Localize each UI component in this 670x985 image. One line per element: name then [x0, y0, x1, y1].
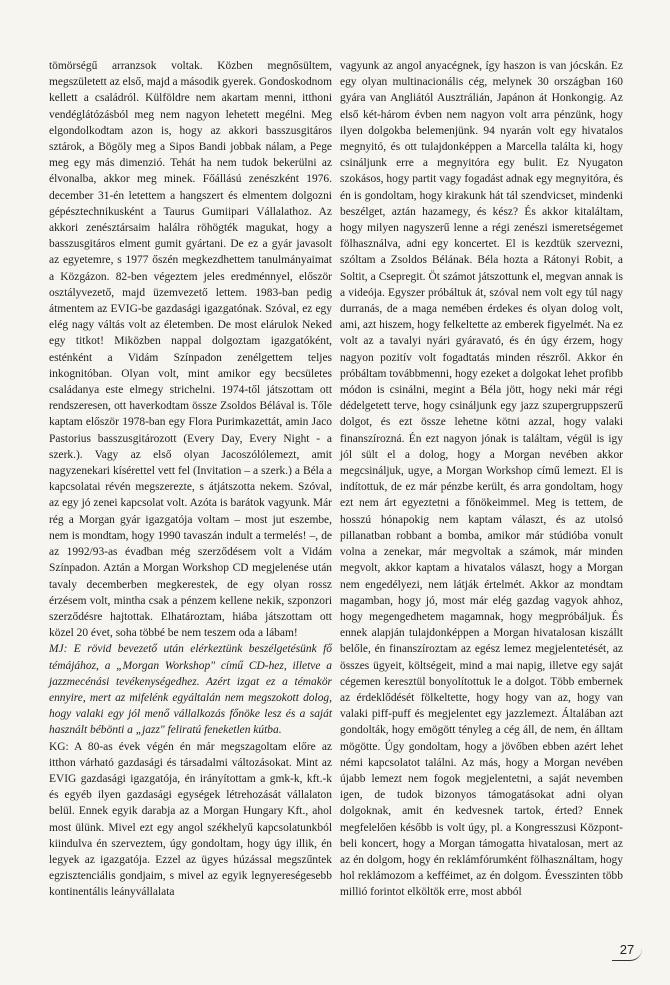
- body-paragraph: tömörségű arranzsok voltak. Közben megnősültem, megszületett az első, majd a második gyerek. Gondoskodnom kellett a családról. Külföldre nem akartam menni, itthoni vendéglátózásból meg nem nagyon lehetett megélni. Meg elgondolkodtam azon is, hogy az akkori basszusgitáros sztárok, a Bögöly meg a Sipos Bandi jobbak nálam, a Pege meg egy más dimenzió. Tehát ha nem tudok bekerülni az élvonalba, akkor meg minek. Főállású zenészként 1976. december 31-én letettem a hangszert és elmentem dolgozni gépésztechnikusként a Taurus Gumiipari Vállalathoz. Az akkori zenésztársaim halálra röhögték magukat, hogy a basszusgitáros elment gumit gyártani. De ez a gyár javasolt az egyetemre, s 1977 őszén megkezdhettem tanulmányaimat a Közgázon. 82-ben végeztem jeles eredménnyel, először osztályvezető, majd üzemvezető lettem. 1983-ban pedig átmentem az EVIG-be gazdasági igazgatónak. Szóval, ez egy elég nagy váltás volt az életemben. De most elárulok Neked egy titkot! Miközben nappal dolgoztam igazgatóként, esténként a Vidám Színpadon zenélgettem teljes inkognitóban. Olyan volt, mint amikor egy becsületes családanya este elmegy strichelni. 1974-től játszottam ott rendszeresen, ott haverkodtam össze Zsoldos Bélával is. Tőle kaptam először 1978-ban egy Flora Purimkazettát, amin Jaco Pastorius basszusgitározott (Every Day, Every Night - a szerk.). Vagy az első olyan Jacoszólólemezt, amit nagyzenekari kísérettel vett fel (Invitation – a szerk.) a Béla a kapcsolatai révén megszerezte, s átjátszotta nekem. Szóval, az egy jó zenei kapcsolat volt. Azóta is barátok vagyunk. Már rég a Morgan gyár igazgatója voltam – most jut eszembe, nem is mondtam, hogy 1990 tavaszán indult a termelés! –, de az 1992/93-as évadban még szerződésem volt a Vidám Színpadon. Aztán a Morgan Workshop CD megjelenése után tavaly decemberben megkerestek, de egy olyan rossz érzésem volt, mintha csak a pénzem kellene nekik, szponzori szerződésre hajtottak. Elhatároztam, hiába játszottam ott közel 20 évet, soha többé be nem teszem oda a lábam!: [49, 60, 333, 640]
- body-paragraph: vagyunk az angol anyacégnek, így haszon is van jócskán. Ez egy olyan multinacionális cég, melynek 30 országban 160 gyára van Angliától Ausztrálián, Japánon át Honkongig. Az első két-három évben nem nagyon volt arra pénzünk, hogy ilyen dolgokba belemenjünk. 94 nyarán volt egy hivatalos megnyitó, és ott tulajdonképpen a Marcella találta ki, hogy csináljunk erre a megnyitóra egy bulit. Ez Nyugaton szokásos, hogy partit vagy fogadást adnak egy megnyitóra, és én is gondoltam, hogy kirakunk hát tál szendvicset, mindenki beszélget, aztán hazamegy, és kész? És akkor kitaláltam, hogy milyen nagyszerű lenne a régi zenészi ismeretségemet fölhasználva, adni egy koncertet. El is kezdtük szervezni, szóltam a Zsoldos Bélának. Béla hozta a Rátonyi Robit, a Soltit, a Csepregit. Öt számot játszottunk el, megvan annak is a videója. Egyszer próbáltuk át, szóval nem volt egy túl nagy durranás, de a maga nemében érdekes és olyan dolog volt, ami, azt hiszem, hogy felkeltette az emberek figyelmét. Na ez volt az a tavalyi nyári gyáravató, és én úgy érzem, hogy nagyon pozitív volt fogadtatás minden részről. Akkor én próbáltam továbbmenni, hogy ezeket a dolgokat lehet profibb módon is csinálni, megint a Béla jött, hogy neki már régi dédelgetett terve, hogy csináljunk egy jazz szupergruppszerű dolgot, és ezt össze lehetne kötni azzal, hogy valaki finanszírozná. Én ezt nagyon jónak is találtam, végül is igy jól sült el a dolog, hogy a Morgan nevében akkor megcsináljuk, ugye, a Morgan Workshop című lemezt. El is indítottuk, de ez már pénzbe került, és arra gondoltam, hogy ezt nem árt egyeztetni a főnökeimmel. Meg is tettem, de hosszú hónapokig nem kaptam választ, és az utolsó pillanatban robbant a bomba, amikor már stúdióba vonult volna a zenekar, már megvoltak a számok, már minden megvolt, akkor kaptam a hivatalos választ, hogy a Morgan nem engedélyezi, nem látják értelmét. Akkor az mondtam magamban, hogy jó, most már elég gazdag vagyok ahhoz, hogy megengedhetem magamnak, hogy megpróbáljuk. És ennek alapján tulajdonképpen a Morgan hivatalosan kiszállt belőle, én finanszíroztam az egész lemez megjelentetését, az összes ügyeit, költségeit, mind a mai napig, illetve egy saját cégemen keresztül bonyolítottuk le a dolgot. Több embernek az érdeklődését fölkeltette, hogy hogy van az, hogy van valaki piff-puff és megjelentet egy jazzlemezt. Általában azt gondolták, hogy emögött tényleg a cég áll, de nem, én álltam mögötte. Úgy gondoltam, hogy a jövőben ebben azért lehet némi kapcsolatot találni. Az más, hogy a Morgan nevében újabb lemezt nem fogok megjelentetni, a saját nevemben igen, de tudok bizonyos támogatásokat adni olyan dolgoknak, amit én kedvesnek tartok, érted? Ennek megfelelően később is volt úgy, pl. a Kongresszusi Központ-beli koncert, hogy a Morgan támogatta hivatalosan, mert az az én dolgom, hogy én reklámfórumként fölhasználtam, hogy hol reklámozom a kefféimet, az én dolgom. Évesszinten több millió forintot elköltök erre, most abból: [340, 60, 623, 899]
- page-number: 27: [612, 938, 642, 961]
- left-text-column: [49, 58, 332, 901]
- right-text-column: [340, 58, 623, 901]
- body-paragraph: KG: A 80-as évek végén én már megszagoltam előre az itthon várható gazdasági és társadalmi változásokat. Mint az EVIG gazdasági igazgatója, én irányítottam a gmk-k, kft.-k és egyéb ilyen gazdasági egységek létrehozását vállalaton belül. Ennek egyik darabja az a Morgan Hungary Kft., ahol most ülünk. Mivel ezt egy angol székhelyű kapcsolatunkból kiindulva én szerveztem, úgy gondoltam, hogy úgy illik, én legyek az igazgatója. Ezzel az ügyes húzással megszűntek egzisztenciális gondjaim, s mivel az egyik legnyereségesebb kontinentális leányvállalata: [49, 740, 332, 899]
- interviewer-question: MJ: E rövid bevezető után elérkeztünk beszélgetésünk fő témájához, a „Morgan Workshop" című CD-hez, illetve a jazzmecénási tevékenységedhez. Azért izgat ez a témakör ennyire, mert az mifelénk egyáltalán nem megszokott dolog, hogy valaki egy jól menő vállalkozás főnöke lesz és a saját használt bébönti a „jazz" feliratú feneketlen kútba.: [49, 643, 332, 737]
